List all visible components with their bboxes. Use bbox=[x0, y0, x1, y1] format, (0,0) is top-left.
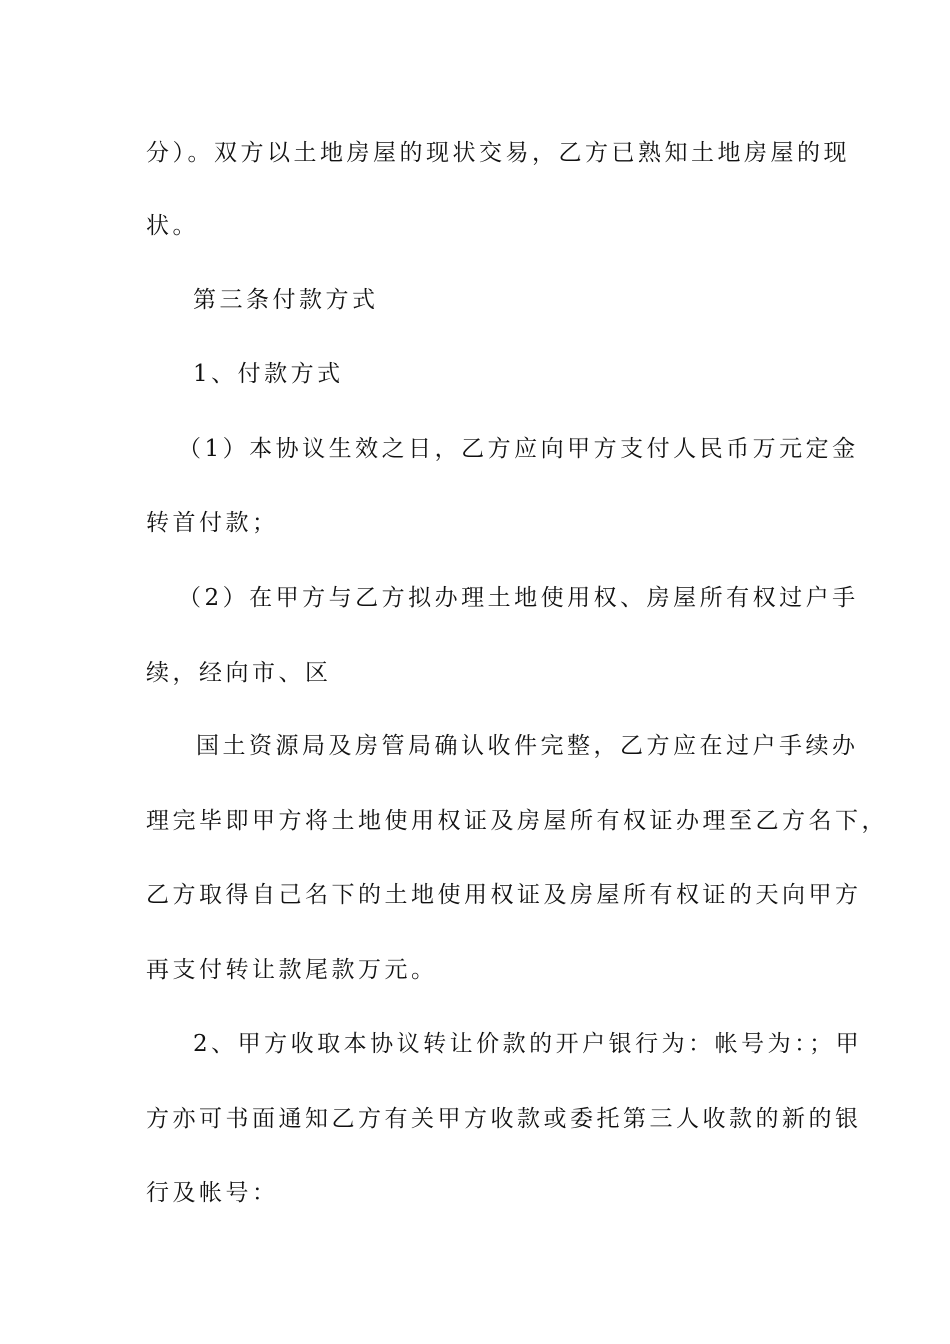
paragraph-line: （1）本协议生效之日，乙方应向甲方支付人民币万元定金 bbox=[178, 436, 859, 462]
paragraph-line: 状。 bbox=[146, 213, 199, 239]
paragraph-line: （2）在甲方与乙方拟办理土地使用权、房屋所有权过户手 bbox=[178, 585, 859, 611]
paragraph-line: 续，经向市、区 bbox=[146, 660, 332, 686]
paragraph-line: 2、甲方收取本协议转让价款的开户银行为：帐号为：；甲 bbox=[193, 1031, 863, 1057]
paragraph-line: 转首付款； bbox=[146, 510, 279, 536]
paragraph-line: 方亦可书面通知乙方有关甲方收款或委托第三人收款的新的银 bbox=[146, 1106, 862, 1132]
paragraph-line: 国土资源局及房管局确认收件完整，乙方应在过户手续办 bbox=[196, 733, 859, 759]
paragraph-line: 乙方取得自己名下的土地使用权证及房屋所有权证的天向甲方 bbox=[146, 882, 862, 908]
paragraph-line: 再支付转让款尾款万元。 bbox=[146, 957, 438, 983]
paragraph-line: 分）。双方以土地房屋的现状交易，乙方已熟知土地房屋的现 bbox=[146, 140, 850, 166]
subsection-heading: 1、付款方式 bbox=[193, 361, 344, 387]
paragraph-line: 理完毕即甲方将土地使用权证及房屋所有权证办理至乙方名下， bbox=[146, 808, 888, 834]
section-heading: 第三条付款方式 bbox=[193, 287, 379, 313]
paragraph-line: 行及帐号： bbox=[146, 1180, 279, 1206]
